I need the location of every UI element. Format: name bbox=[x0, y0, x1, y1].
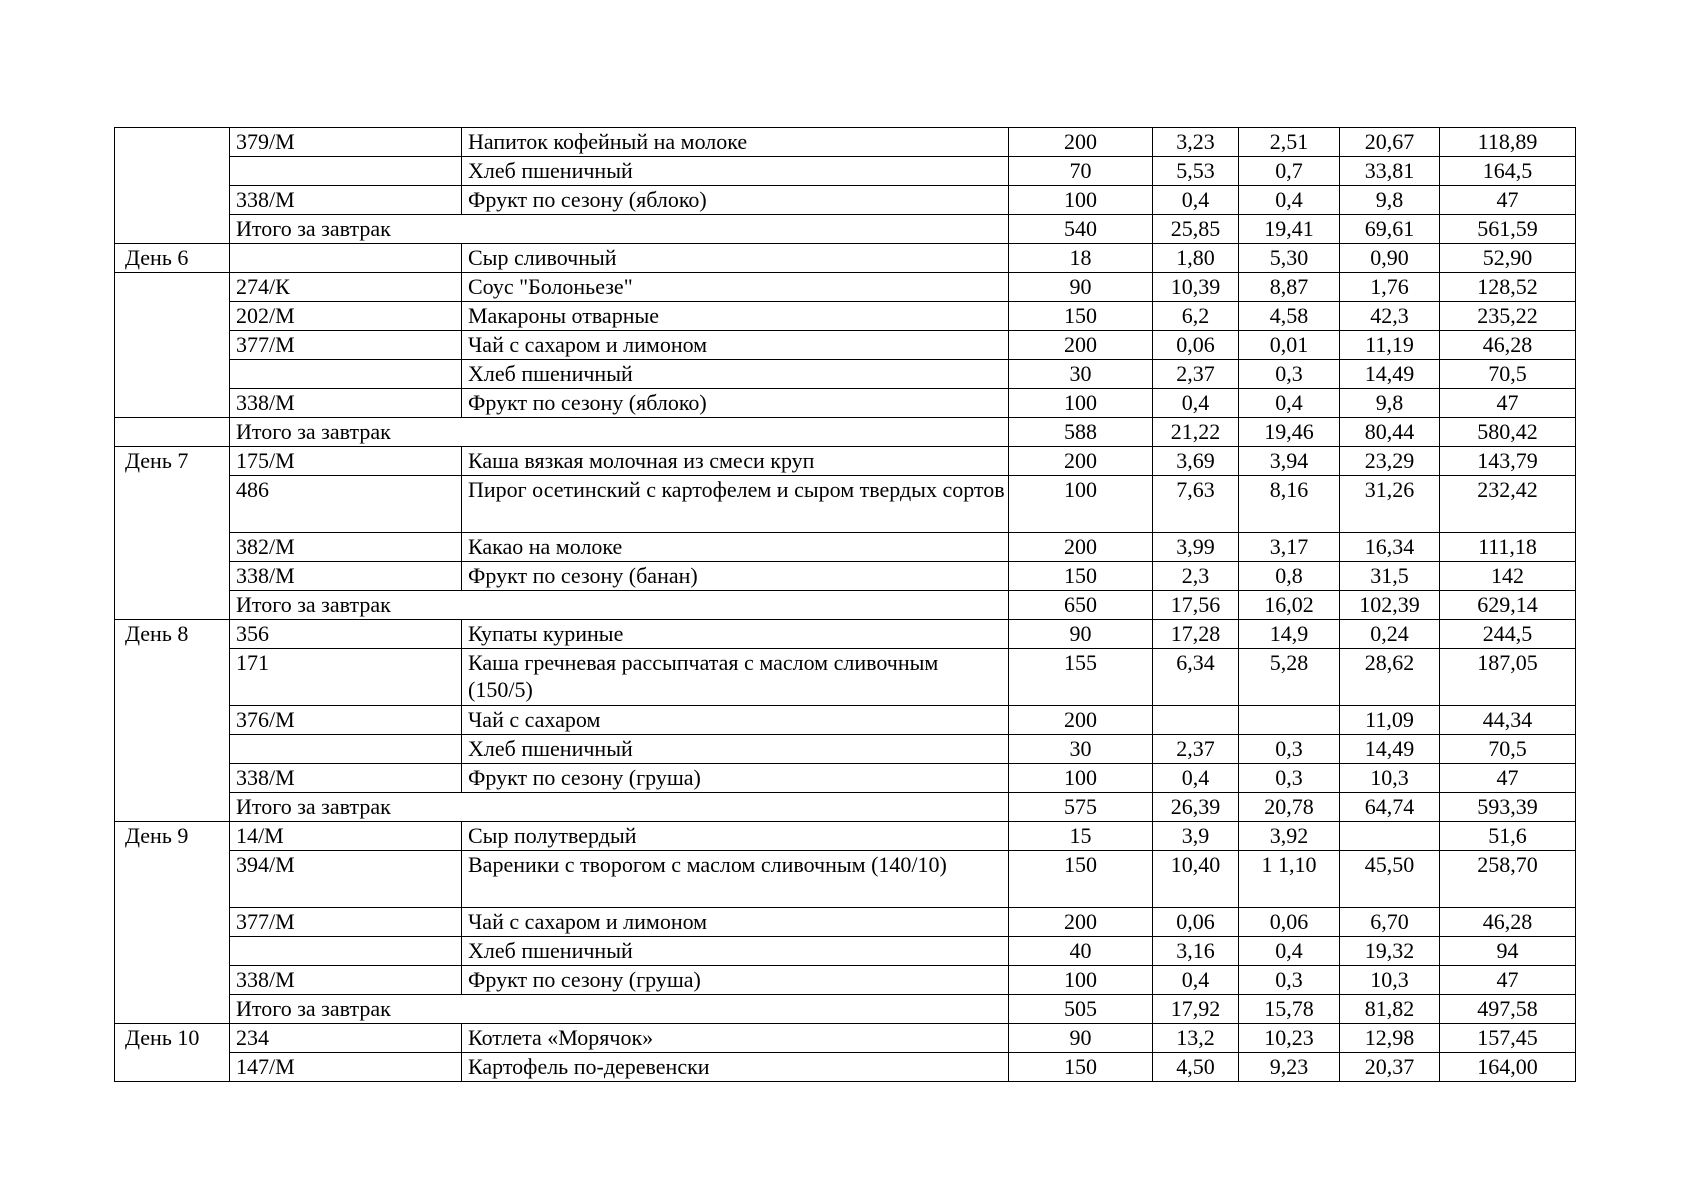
protein-cell: 0,06 bbox=[1153, 331, 1239, 360]
day-cell: День 10 bbox=[115, 1024, 230, 1082]
table-row bbox=[115, 418, 1576, 447]
portion-cell: 540 bbox=[1009, 215, 1153, 244]
total-label-cell: Итого за завтрак bbox=[230, 591, 1009, 620]
carbs-cell: 20,37 bbox=[1340, 1053, 1440, 1082]
energy-cell: 580,42 bbox=[1440, 418, 1576, 447]
recipe-code-cell: 14/М bbox=[230, 822, 462, 851]
dish-name-cell: Пирог осетинский с картофелем и сыром твердых сортов bbox=[462, 476, 1009, 533]
protein-cell: 6,2 bbox=[1153, 302, 1239, 331]
protein-cell bbox=[1153, 706, 1239, 735]
fat-cell: 8,16 bbox=[1239, 476, 1340, 533]
table-row bbox=[115, 706, 1576, 735]
recipe-code-cell: 338/М bbox=[230, 389, 462, 418]
carbs-cell: 11,09 bbox=[1340, 706, 1440, 735]
portion-cell: 90 bbox=[1009, 273, 1153, 302]
protein-cell: 17,56 bbox=[1153, 591, 1239, 620]
table-row bbox=[115, 157, 1576, 186]
portion-cell: 90 bbox=[1009, 1024, 1153, 1053]
recipe-code-cell: 394/М bbox=[230, 851, 462, 908]
energy-cell: 593,39 bbox=[1440, 793, 1576, 822]
protein-cell: 3,9 bbox=[1153, 822, 1239, 851]
fat-cell: 8,87 bbox=[1239, 273, 1340, 302]
fat-cell: 0,8 bbox=[1239, 562, 1340, 591]
recipe-code-cell: 338/М bbox=[230, 966, 462, 995]
protein-cell: 2,37 bbox=[1153, 360, 1239, 389]
day-cell bbox=[115, 128, 230, 244]
day-cell: День 6 bbox=[115, 244, 230, 273]
portion-cell: 505 bbox=[1009, 995, 1153, 1024]
recipe-code-cell: 379/М bbox=[230, 128, 462, 157]
carbs-cell: 69,61 bbox=[1340, 215, 1440, 244]
carbs-cell: 45,50 bbox=[1340, 851, 1440, 908]
protein-cell: 0,06 bbox=[1153, 908, 1239, 937]
protein-cell: 3,16 bbox=[1153, 937, 1239, 966]
energy-cell: 244,5 bbox=[1440, 620, 1576, 649]
portion-cell: 200 bbox=[1009, 447, 1153, 476]
carbs-cell: 16,34 bbox=[1340, 533, 1440, 562]
recipe-code-cell: 338/М bbox=[230, 186, 462, 215]
fat-cell: 0,3 bbox=[1239, 966, 1340, 995]
dish-name-cell: Фрукт по сезону (груша) bbox=[462, 764, 1009, 793]
dish-name-cell: Каша гречневая рассыпчатая с маслом сливочным (150/5) bbox=[462, 649, 1009, 706]
fat-cell: 19,46 bbox=[1239, 418, 1340, 447]
recipe-code-cell bbox=[230, 157, 462, 186]
fat-cell: 1 1,10 bbox=[1239, 851, 1340, 908]
energy-cell: 235,22 bbox=[1440, 302, 1576, 331]
fat-cell: 3,17 bbox=[1239, 533, 1340, 562]
dish-name-cell: Хлеб пшеничный bbox=[462, 157, 1009, 186]
protein-cell: 25,85 bbox=[1153, 215, 1239, 244]
carbs-cell: 0,24 bbox=[1340, 620, 1440, 649]
table-row bbox=[115, 591, 1576, 620]
portion-cell: 150 bbox=[1009, 562, 1153, 591]
protein-cell: 0,4 bbox=[1153, 764, 1239, 793]
energy-cell: 47 bbox=[1440, 966, 1576, 995]
fat-cell: 0,3 bbox=[1239, 360, 1340, 389]
carbs-cell: 6,70 bbox=[1340, 908, 1440, 937]
fat-cell: 0,4 bbox=[1239, 186, 1340, 215]
energy-cell: 47 bbox=[1440, 764, 1576, 793]
day-cell bbox=[115, 273, 230, 418]
dish-name-cell: Соус "Болоньезе" bbox=[462, 273, 1009, 302]
energy-cell: 70,5 bbox=[1440, 735, 1576, 764]
recipe-code-cell: 338/М bbox=[230, 764, 462, 793]
total-label-cell: Итого за завтрак bbox=[230, 793, 1009, 822]
dish-name-cell: Чай с сахаром и лимоном bbox=[462, 908, 1009, 937]
portion-cell: 150 bbox=[1009, 302, 1153, 331]
carbs-cell: 19,32 bbox=[1340, 937, 1440, 966]
table-row bbox=[115, 793, 1576, 822]
table-row bbox=[115, 215, 1576, 244]
portion-cell: 90 bbox=[1009, 620, 1153, 649]
carbs-cell: 14,49 bbox=[1340, 360, 1440, 389]
portion-cell: 30 bbox=[1009, 360, 1153, 389]
energy-cell: 47 bbox=[1440, 389, 1576, 418]
recipe-code-cell: 274/К bbox=[230, 273, 462, 302]
recipe-code-cell: 171 bbox=[230, 649, 462, 706]
fat-cell: 10,23 bbox=[1239, 1024, 1340, 1053]
energy-cell: 164,5 bbox=[1440, 157, 1576, 186]
table-row bbox=[115, 649, 1576, 706]
dish-name-cell: Фрукт по сезону (яблоко) bbox=[462, 186, 1009, 215]
energy-cell: 561,59 bbox=[1440, 215, 1576, 244]
fat-cell: 3,94 bbox=[1239, 447, 1340, 476]
portion-cell: 200 bbox=[1009, 331, 1153, 360]
carbs-cell: 64,74 bbox=[1340, 793, 1440, 822]
table-row bbox=[115, 302, 1576, 331]
fat-cell: 2,51 bbox=[1239, 128, 1340, 157]
carbs-cell: 31,5 bbox=[1340, 562, 1440, 591]
protein-cell: 17,92 bbox=[1153, 995, 1239, 1024]
energy-cell: 143,79 bbox=[1440, 447, 1576, 476]
portion-cell: 100 bbox=[1009, 966, 1153, 995]
carbs-cell: 0,90 bbox=[1340, 244, 1440, 273]
portion-cell: 30 bbox=[1009, 735, 1153, 764]
portion-cell: 70 bbox=[1009, 157, 1153, 186]
portion-cell: 15 bbox=[1009, 822, 1153, 851]
dish-name-cell: Напиток кофейный на молоке bbox=[462, 128, 1009, 157]
dish-name-cell: Каша вязкая молочная из смеси круп bbox=[462, 447, 1009, 476]
table-row bbox=[115, 331, 1576, 360]
table-row bbox=[115, 822, 1576, 851]
menu-table bbox=[114, 127, 1576, 1082]
table-row bbox=[115, 128, 1576, 157]
portion-cell: 150 bbox=[1009, 1053, 1153, 1082]
portion-cell: 200 bbox=[1009, 706, 1153, 735]
energy-cell: 46,28 bbox=[1440, 908, 1576, 937]
portion-cell: 650 bbox=[1009, 591, 1153, 620]
carbs-cell: 102,39 bbox=[1340, 591, 1440, 620]
fat-cell: 19,41 bbox=[1239, 215, 1340, 244]
carbs-cell: 1,76 bbox=[1340, 273, 1440, 302]
protein-cell: 2,3 bbox=[1153, 562, 1239, 591]
carbs-cell: 80,44 bbox=[1340, 418, 1440, 447]
table-row bbox=[115, 966, 1576, 995]
day-cell: День 8 bbox=[115, 620, 230, 822]
fat-cell: 0,7 bbox=[1239, 157, 1340, 186]
day-cell: День 9 bbox=[115, 822, 230, 1024]
table-row bbox=[115, 620, 1576, 649]
table-row bbox=[115, 735, 1576, 764]
portion-cell: 200 bbox=[1009, 533, 1153, 562]
recipe-code-cell: 376/М bbox=[230, 706, 462, 735]
table-row bbox=[115, 995, 1576, 1024]
fat-cell: 16,02 bbox=[1239, 591, 1340, 620]
energy-cell: 157,45 bbox=[1440, 1024, 1576, 1053]
fat-cell: 0,3 bbox=[1239, 735, 1340, 764]
energy-cell: 497,58 bbox=[1440, 995, 1576, 1024]
protein-cell: 3,99 bbox=[1153, 533, 1239, 562]
portion-cell: 200 bbox=[1009, 128, 1153, 157]
protein-cell: 10,40 bbox=[1153, 851, 1239, 908]
table-row bbox=[115, 908, 1576, 937]
carbs-cell: 12,98 bbox=[1340, 1024, 1440, 1053]
recipe-code-cell: 486 bbox=[230, 476, 462, 533]
table-row bbox=[115, 360, 1576, 389]
recipe-code-cell: 377/М bbox=[230, 908, 462, 937]
carbs-cell: 11,19 bbox=[1340, 331, 1440, 360]
protein-cell: 2,37 bbox=[1153, 735, 1239, 764]
protein-cell: 0,4 bbox=[1153, 389, 1239, 418]
recipe-code-cell: 234 bbox=[230, 1024, 462, 1053]
fat-cell: 0,4 bbox=[1239, 937, 1340, 966]
total-label-cell: Итого за завтрак bbox=[230, 995, 1009, 1024]
day-cell bbox=[115, 418, 230, 447]
recipe-code-cell bbox=[230, 937, 462, 966]
fat-cell: 9,23 bbox=[1239, 1053, 1340, 1082]
protein-cell: 0,4 bbox=[1153, 186, 1239, 215]
fat-cell: 4,58 bbox=[1239, 302, 1340, 331]
carbs-cell: 9,8 bbox=[1340, 389, 1440, 418]
portion-cell: 155 bbox=[1009, 649, 1153, 706]
dish-name-cell: Фрукт по сезону (яблоко) bbox=[462, 389, 1009, 418]
dish-name-cell: Хлеб пшеничный bbox=[462, 360, 1009, 389]
table-row bbox=[115, 764, 1576, 793]
carbs-cell: 10,3 bbox=[1340, 764, 1440, 793]
fat-cell: 0,01 bbox=[1239, 331, 1340, 360]
protein-cell: 13,2 bbox=[1153, 1024, 1239, 1053]
dish-name-cell: Фрукт по сезону (банан) bbox=[462, 562, 1009, 591]
energy-cell: 118,89 bbox=[1440, 128, 1576, 157]
fat-cell: 0,06 bbox=[1239, 908, 1340, 937]
protein-cell: 3,69 bbox=[1153, 447, 1239, 476]
day-cell: День 7 bbox=[115, 447, 230, 620]
table-row bbox=[115, 1053, 1576, 1082]
fat-cell: 14,9 bbox=[1239, 620, 1340, 649]
energy-cell: 232,42 bbox=[1440, 476, 1576, 533]
fat-cell: 5,28 bbox=[1239, 649, 1340, 706]
recipe-code-cell bbox=[230, 244, 462, 273]
recipe-code-cell: 356 bbox=[230, 620, 462, 649]
dish-name-cell: Хлеб пшеничный bbox=[462, 735, 1009, 764]
protein-cell: 17,28 bbox=[1153, 620, 1239, 649]
dish-name-cell: Сыр полутвердый bbox=[462, 822, 1009, 851]
carbs-cell: 9,8 bbox=[1340, 186, 1440, 215]
energy-cell: 258,70 bbox=[1440, 851, 1576, 908]
energy-cell: 629,14 bbox=[1440, 591, 1576, 620]
total-label-cell: Итого за завтрак bbox=[230, 418, 1009, 447]
fat-cell bbox=[1239, 706, 1340, 735]
table-row bbox=[115, 937, 1576, 966]
portion-cell: 200 bbox=[1009, 908, 1153, 937]
portion-cell: 588 bbox=[1009, 418, 1153, 447]
portion-cell: 150 bbox=[1009, 851, 1153, 908]
energy-cell: 94 bbox=[1440, 937, 1576, 966]
carbs-cell bbox=[1340, 822, 1440, 851]
carbs-cell: 42,3 bbox=[1340, 302, 1440, 331]
dish-name-cell: Чай с сахаром bbox=[462, 706, 1009, 735]
protein-cell: 21,22 bbox=[1153, 418, 1239, 447]
dish-name-cell: Котлета «Морячок» bbox=[462, 1024, 1009, 1053]
fat-cell: 5,30 bbox=[1239, 244, 1340, 273]
protein-cell: 1,80 bbox=[1153, 244, 1239, 273]
recipe-code-cell bbox=[230, 360, 462, 389]
table-row bbox=[115, 1024, 1576, 1053]
fat-cell: 0,4 bbox=[1239, 389, 1340, 418]
dish-name-cell: Сыр сливочный bbox=[462, 244, 1009, 273]
menu-table-body bbox=[115, 128, 1576, 1082]
recipe-code-cell: 202/М bbox=[230, 302, 462, 331]
fat-cell: 0,3 bbox=[1239, 764, 1340, 793]
table-row bbox=[115, 389, 1576, 418]
energy-cell: 187,05 bbox=[1440, 649, 1576, 706]
portion-cell: 40 bbox=[1009, 937, 1153, 966]
dish-name-cell: Макароны отварные bbox=[462, 302, 1009, 331]
carbs-cell: 10,3 bbox=[1340, 966, 1440, 995]
energy-cell: 52,90 bbox=[1440, 244, 1576, 273]
recipe-code-cell: 147/М bbox=[230, 1053, 462, 1082]
protein-cell: 26,39 bbox=[1153, 793, 1239, 822]
energy-cell: 111,18 bbox=[1440, 533, 1576, 562]
protein-cell: 4,50 bbox=[1153, 1053, 1239, 1082]
energy-cell: 128,52 bbox=[1440, 273, 1576, 302]
protein-cell: 7,63 bbox=[1153, 476, 1239, 533]
protein-cell: 0,4 bbox=[1153, 966, 1239, 995]
carbs-cell: 31,26 bbox=[1340, 476, 1440, 533]
energy-cell: 164,00 bbox=[1440, 1053, 1576, 1082]
table-row bbox=[115, 562, 1576, 591]
dish-name-cell: Фрукт по сезону (груша) bbox=[462, 966, 1009, 995]
protein-cell: 10,39 bbox=[1153, 273, 1239, 302]
fat-cell: 15,78 bbox=[1239, 995, 1340, 1024]
protein-cell: 6,34 bbox=[1153, 649, 1239, 706]
table-row bbox=[115, 447, 1576, 476]
fat-cell: 20,78 bbox=[1239, 793, 1340, 822]
table-row bbox=[115, 244, 1576, 273]
protein-cell: 3,23 bbox=[1153, 128, 1239, 157]
portion-cell: 18 bbox=[1009, 244, 1153, 273]
recipe-code-cell: 382/М bbox=[230, 533, 462, 562]
total-label-cell: Итого за завтрак bbox=[230, 215, 1009, 244]
portion-cell: 100 bbox=[1009, 764, 1153, 793]
energy-cell: 142 bbox=[1440, 562, 1576, 591]
recipe-code-cell: 175/М bbox=[230, 447, 462, 476]
table-row bbox=[115, 273, 1576, 302]
table-row bbox=[115, 851, 1576, 908]
fat-cell: 3,92 bbox=[1239, 822, 1340, 851]
carbs-cell: 14,49 bbox=[1340, 735, 1440, 764]
carbs-cell: 81,82 bbox=[1340, 995, 1440, 1024]
dish-name-cell: Чай с сахаром и лимоном bbox=[462, 331, 1009, 360]
dish-name-cell: Хлеб пшеничный bbox=[462, 937, 1009, 966]
energy-cell: 44,34 bbox=[1440, 706, 1576, 735]
portion-cell: 100 bbox=[1009, 389, 1153, 418]
table-row bbox=[115, 186, 1576, 215]
protein-cell: 5,53 bbox=[1153, 157, 1239, 186]
carbs-cell: 28,62 bbox=[1340, 649, 1440, 706]
portion-cell: 100 bbox=[1009, 476, 1153, 533]
energy-cell: 46,28 bbox=[1440, 331, 1576, 360]
recipe-code-cell: 338/М bbox=[230, 562, 462, 591]
energy-cell: 47 bbox=[1440, 186, 1576, 215]
energy-cell: 70,5 bbox=[1440, 360, 1576, 389]
dish-name-cell: Картофель по-деревенски bbox=[462, 1053, 1009, 1082]
table-row bbox=[115, 476, 1576, 533]
recipe-code-cell bbox=[230, 735, 462, 764]
carbs-cell: 20,67 bbox=[1340, 128, 1440, 157]
dish-name-cell: Купаты куриные bbox=[462, 620, 1009, 649]
energy-cell: 51,6 bbox=[1440, 822, 1576, 851]
carbs-cell: 33,81 bbox=[1340, 157, 1440, 186]
table-row bbox=[115, 533, 1576, 562]
dish-name-cell: Какао на молоке bbox=[462, 533, 1009, 562]
portion-cell: 575 bbox=[1009, 793, 1153, 822]
dish-name-cell: Вареники с творогом с маслом сливочным (140/10) bbox=[462, 851, 1009, 908]
portion-cell: 100 bbox=[1009, 186, 1153, 215]
carbs-cell: 23,29 bbox=[1340, 447, 1440, 476]
recipe-code-cell: 377/М bbox=[230, 331, 462, 360]
